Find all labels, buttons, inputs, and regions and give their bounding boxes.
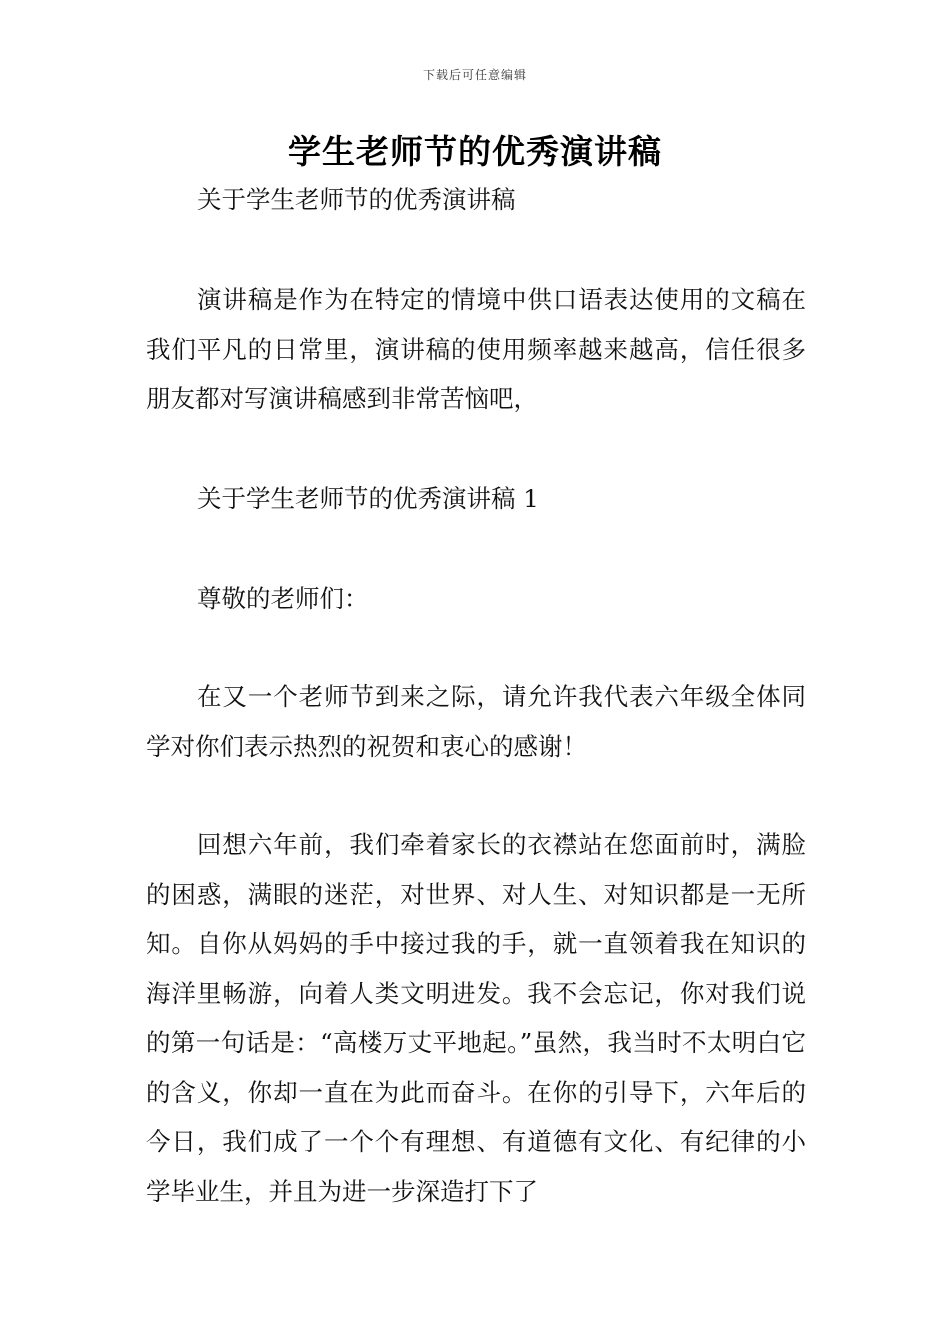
document-title: 学生老师节的优秀演讲稿 [288,132,662,171]
header-note: 下载后可任意编辑 [422,68,527,82]
salutation: 尊敬的老师们： [197,584,369,613]
body-paragraph-2: 回想六年前，我们牵着家长的衣襟站在您面前时，满脸的困惑，满眼的迷茫，对世界、对人生、对知识都是一无所知。自你从妈妈的手中接过我的手，就一直领着我在知识的海洋里畅游，向着人类文明进发。我不会忘记，你对我们说的第一句话是：“高楼万丈平地起。”虽然，我当时不太明白它的含义，你却一直在为此而奋斗。在你的引导下，六年后的今日，我们成了一个个有理想、有道德有文化、有纪律的小学毕业生，并且为进一步深造打下了 [146,830,806,1206]
intro-paragraph: 演讲稿是作为在特定的情境中供口语表达使用的文稿在我们平凡的日常里，演讲稿的使用频率越来越高，信任很多朋友都对写演讲稿感到非常苦恼吧， [146,285,806,413]
section-heading: 关于学生老师节的优秀演讲稿 1 [197,484,539,513]
body-paragraph-1: 在又一个老师节到来之际，请允许我代表六年级全体同学对你们表示热烈的祝贺和衷心的感谢！ [146,682,806,761]
document-subtitle: 关于学生老师节的优秀演讲稿 [197,185,516,214]
